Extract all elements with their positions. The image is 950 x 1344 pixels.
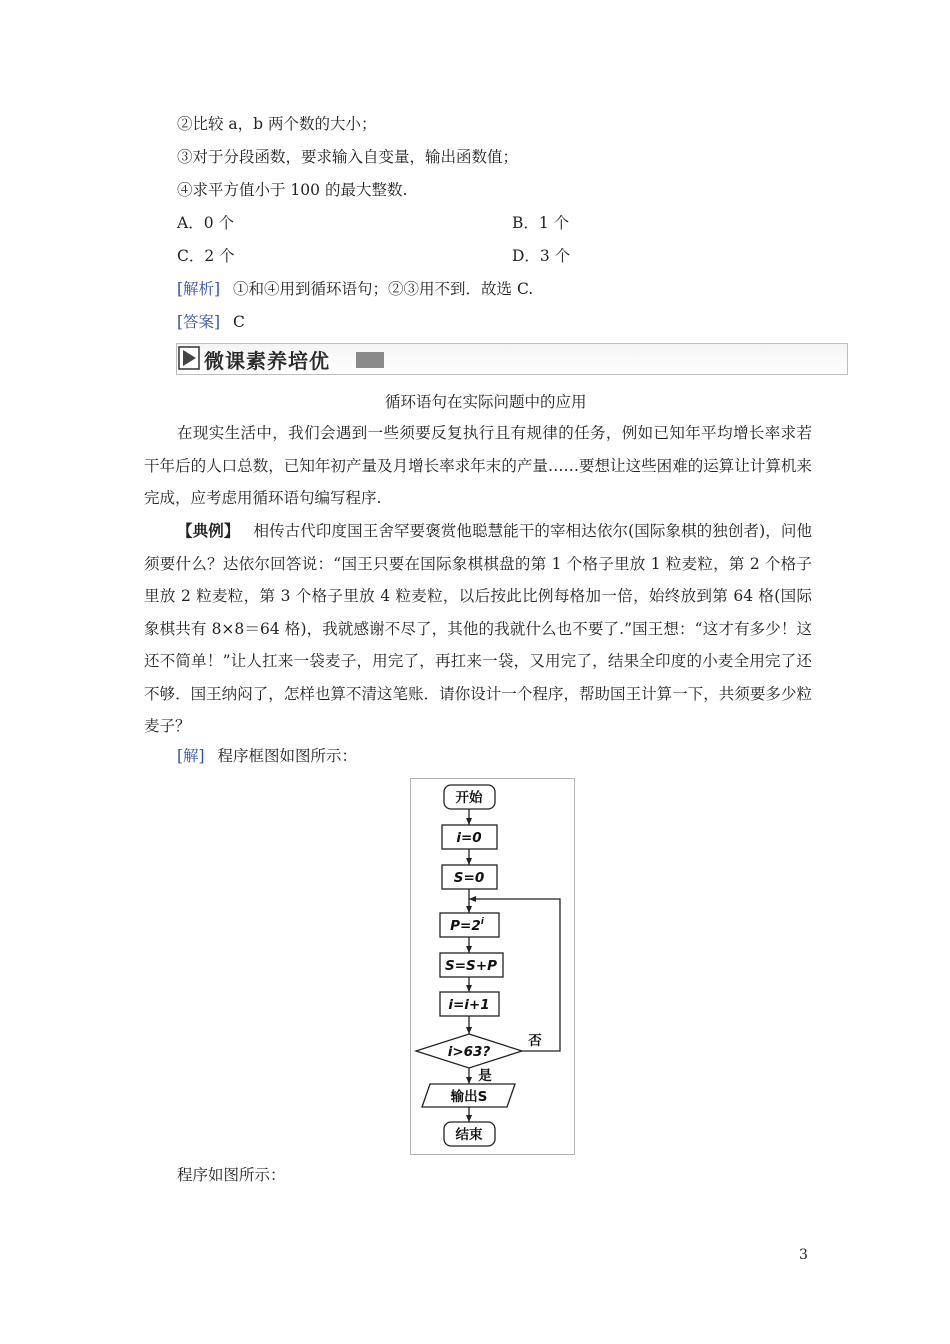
sum-label: S=S+P: [445, 958, 497, 974]
solution-label: [解]: [177, 747, 205, 765]
end-label: 结束: [455, 1127, 483, 1143]
option-d: D．3 个: [512, 247, 571, 265]
condition-label: i>63?: [447, 1044, 491, 1060]
no-label: 否: [528, 1033, 542, 1049]
answer-label: [答案]: [177, 313, 221, 331]
item-2: ②比较 a，b 两个数的大小；: [177, 115, 377, 133]
increment-label: i=i+1: [448, 997, 490, 1013]
power-label: P=2: [450, 918, 481, 934]
start-label: 开始: [455, 790, 483, 806]
example-label: 【典例】: [177, 521, 240, 540]
item-4: ④求平方值小于 100 的最大整数.: [177, 181, 408, 199]
banner-title: 微课素养培优: [204, 349, 330, 373]
section-title: 循环语句在实际问题中的应用: [385, 393, 587, 411]
solution-text: 程序框图如图所示：: [217, 747, 358, 765]
solution-line: [177, 744, 357, 766]
flowchart-svg: [411, 779, 574, 1154]
svg-text:P=2i: [450, 917, 485, 934]
flowchart: [410, 778, 575, 1155]
output-label: 输出S: [450, 1089, 488, 1105]
power-exponent: i: [480, 917, 484, 927]
play-arrow-icon: [178, 346, 200, 370]
option-c: C．2 个: [177, 247, 235, 265]
yes-label: 是: [478, 1068, 492, 1084]
init-i-label: i=0: [456, 830, 482, 846]
page-number: 3: [799, 1247, 808, 1263]
example-text: 相传古代印度国王舍罕要褒赏他聪慧能干的宰相达依尔(国际象棋的独创者)，问他须要什么？达依尔回答说：“国王只要在国际象棋棋盘的第 1 个格子里放 1 粒麦粒，第 2 个格子里放 2 粒麦粒，第 3 个格子里放 4 粒麦粒，以后按此比例每格加一倍，始终放到第 64 格(国际象棋共有 8×8＝64 格)，我就感谢不尽了，其他的我就什么也不要了.”国王想：“这才有多少！这还不简单！”让人扛来一袋麦子，用完了，再扛来一袋，又用完了，结果全印度的小麦全用完了还不够．国王纳闷了，怎样也算不清这笔账．请你设计一个程序，帮助国王计算一下，共须要多少粒麦子？: [144, 522, 812, 735]
option-a: A．0 个: [177, 214, 234, 232]
answer-line: [177, 310, 245, 332]
intro-paragraph: 在现实生活中，我们会遇到一些须要反复执行且有规律的任务，例如已知年平均增长率求若干年后的人口总数，已知年初产量及月增长率求年末的产量……要想让这些困难的运算让计算机来完成，应考虑用循环语句编写程序.: [144, 424, 812, 507]
program-caption: 程序如图所示：: [177, 1166, 286, 1184]
banner-decor-block: [356, 352, 384, 368]
analysis-line: [177, 277, 533, 299]
section-banner: [176, 342, 848, 376]
example-paragraph: [144, 515, 812, 743]
init-s-label: S=0: [453, 870, 485, 886]
option-b: B．1 个: [512, 214, 570, 232]
analysis-label: [解析]: [177, 280, 221, 298]
answer-text: C: [233, 313, 245, 331]
analysis-text: ①和④用到循环语句；②③用不到．故选 C.: [233, 280, 534, 298]
item-3: ③对于分段函数，要求输入自变量，输出函数值；: [177, 148, 519, 166]
